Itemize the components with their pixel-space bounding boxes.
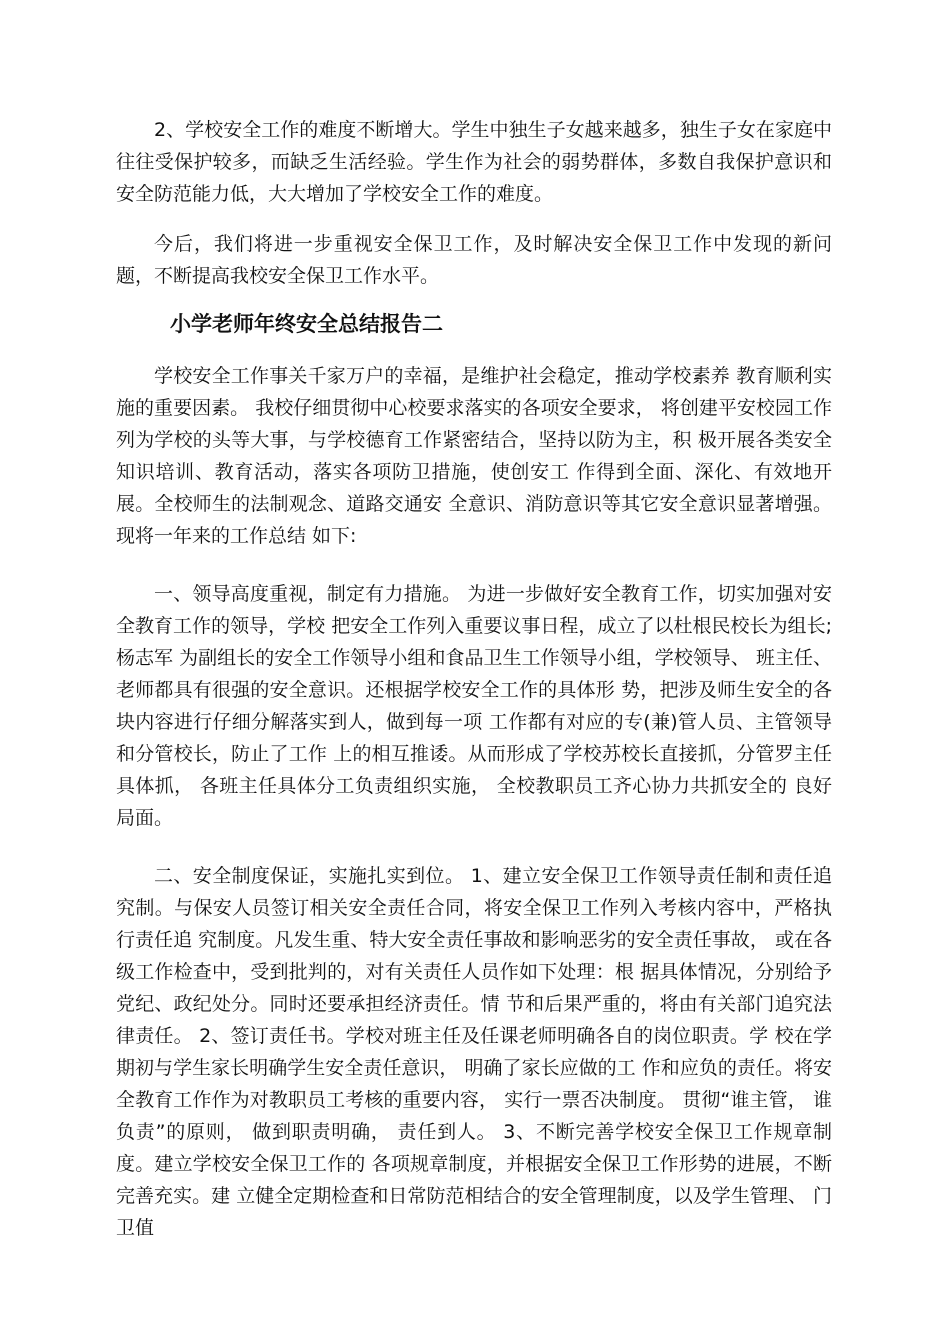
- paragraph-safety-system: 二、安全制度保证，实施扎实到位。 1、建立安全保卫工作领导责任制和责任追究制。与保安人员签订相关安全责任合同，将安全保卫工作列入考核内容中，严格执行责任追 究制度。凡发生重、特大安全责任事故和影响恶劣的安全责任事故， 或在各级工作检查中，受到批判的，对有关责任人员作如下处理：根 据具体情况，分别给予党纪、政纪处分。同时还要承担经济责任。情 节和后果严重的，将由有关部门追究法律责任。 2、签订责任书。学校对班主任及任课老师明确各自的岗位职责。学 校在学期初与学生家长明确学生安全责任意识， 明确了家长应做的工 作和应负的责任。将安全教育工作作为对教职员工考核的重要内容， 实行一票否决制度。 贯彻“谁主管， 谁负责”的原则， 做到职责明确， 责任到人。 3、不断完善学校安全保卫工作规章制度。建立学校安全保卫工作的 各项规章制度，并根据安全保卫工作形势的进展，不断完善充实。建 立健全定期检查和日常防范相结合的安全管理制度，以及学生管理、 门卫值: [116, 865, 832, 1239]
- paragraph-future-plan: 今后，我们将进一步重视安全保卫工作，及时解决安全保卫工作中发现的新问题，不断提高我校安全保卫工作水平。: [116, 233, 832, 287]
- section-title: 小学老师年终安全总结报告二: [170, 312, 443, 336]
- paragraph-introduction: 学校安全工作事关千家万户的幸福，是维护社会稳定，推动学校素养 教育顺利实施的重要因素。 我校仔细贯彻中心校要求落实的各项安全要求， 将创建平安校园工作列为学校的头等大事，与学校德育工作紧密结合，坚持以防为主，积 极开展各类安全知识培训、教育活动，落实各项防卫措施，使创安工 作得到全面、深化、有效地开展。全校师生的法制观念、道路交通安 全意识、消防意识等其它安全意识显著增强。现将一年来的工作总结 如下:: [116, 365, 832, 547]
- paragraph-difficulty: 2、学校安全工作的难度不断增大。学生中独生子女越来越多，独生子女在家庭中往往受保护较多，而缺乏生活经验。学生作为社会的弱势群体，多数自我保护意识和安全防范能力低，大大增加了学校安全工作的难度。: [116, 119, 832, 205]
- paragraph-leadership: 一、领导高度重视，制定有力措施。 为进一步做好安全教育工作，切实加强对安全教育工作的领导，学校 把安全工作列入重要议事日程，成立了以杜根民校长为组长; 杨志军 为副组长的安全工作领导小组和食品卫生工作领导小组，学校领导、 班主任、老师都具有很强的安全意识。还根据学校安全工作的具体形 势，把涉及师生安全的各块内容进行仔细分解落实到人，做到每一项 工作都有对应的专(兼)管人员、主管领导和分管校长，防止了工作 上的相互推诿。从而形成了学校苏校长直接抓，分管罗主任具体抓， 各班主任具体分工负责组织实施， 全校教职员工齐心协力共抓安全的 良好局面。: [116, 583, 832, 829]
